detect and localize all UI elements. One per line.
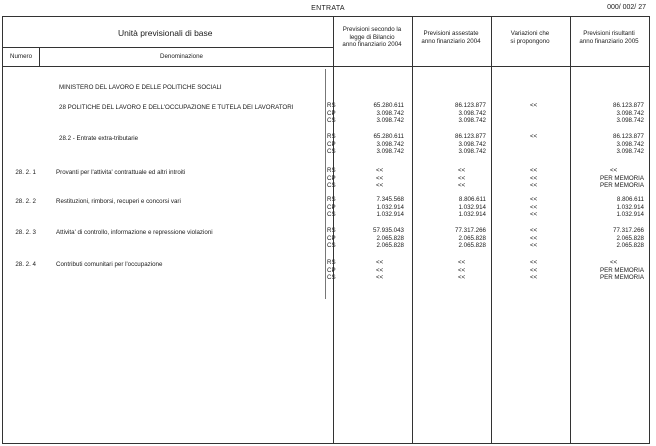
row-tipi-cell: CP	[327, 109, 336, 117]
row-bilancio	[342, 102, 404, 125]
row-assestate-cell: 2.065.828	[458, 234, 486, 242]
row-tipi-cell: CP	[327, 140, 336, 148]
row-denominazione: Provanti per l'attivita' contrattuale ed altri introiti	[56, 169, 186, 176]
row-variazioni-cell: <<	[530, 167, 538, 174]
col-divider-2	[412, 17, 413, 443]
row-assestate-cell: <<	[458, 182, 466, 190]
numero-heading: Numero	[10, 53, 33, 60]
row-assestate-cell: <<	[458, 274, 466, 282]
row-assestate-cell: 1.032.914	[458, 203, 486, 211]
row-assestate-cell: 3.098.742	[458, 140, 486, 148]
row-denominazione: Contributi comunitari per l'occupazione	[56, 261, 163, 268]
row-risultanti-cell: PER MEMORIA	[599, 182, 644, 190]
row-denominazione: 28 POLITICHE DEL LAVORO E DELL'OCCUPAZIONE E TUTELA DEI LAVORATORI	[59, 104, 294, 111]
row-tipi-cell: RS	[327, 227, 336, 234]
row-variazioni-cell: <<	[530, 266, 538, 274]
row-risultanti	[566, 227, 644, 250]
row-variazioni-cell: <<	[530, 227, 538, 234]
row-assestate-cell: <<	[458, 167, 466, 174]
row-numero: 28. 2. 1	[15, 169, 36, 176]
row-bilancio	[342, 167, 404, 190]
row-bilancio-cell: <<	[376, 167, 384, 174]
unita-heading: Unità previsionali di base	[118, 28, 213, 38]
row-bilancio	[342, 196, 404, 219]
row-bilancio-cell: 65.280.611	[373, 102, 404, 109]
row-variazioni	[530, 133, 550, 156]
row-assestate-cell: 2.065.828	[458, 242, 486, 250]
row-denominazione: Attivita' di controllo, informazione e repressione violazioni	[56, 229, 213, 236]
row-tipi-cell: CS	[327, 242, 336, 250]
row-risultanti-cell: 3.098.742	[616, 148, 644, 156]
row-assestate	[424, 259, 486, 282]
row-assestate-cell: 3.098.742	[458, 148, 486, 156]
row-assestate-cell: 8.806.611	[458, 196, 486, 203]
row-bilancio-cell: <<	[376, 259, 384, 266]
row-assestate	[424, 196, 486, 219]
row-assestate-cell: 77.317.266	[455, 227, 486, 234]
row-variazioni-cell	[530, 117, 550, 125]
row-tipi	[327, 133, 336, 156]
row-variazioni	[530, 227, 550, 250]
row-bilancio-cell: 3.098.742	[376, 109, 404, 117]
row-denominazione: 28.2 - Entrate extra-tributarie	[59, 135, 139, 142]
row-assestate	[424, 102, 486, 125]
row-assestate-cell: <<	[458, 266, 466, 274]
row-tipi-cell: CP	[327, 266, 336, 274]
ministero-label: MINISTERO DEL LAVORO E DELLE POLITICHE SOCIALI	[59, 84, 222, 91]
row-variazioni-cell: <<	[530, 133, 538, 140]
row-tipi-cell: RS	[327, 133, 336, 140]
row-tipi-cell: CS	[327, 117, 336, 125]
row-tipi-cell: CS	[327, 148, 336, 156]
row-assestate-cell: <<	[458, 259, 466, 266]
row-variazioni-cell: <<	[530, 259, 538, 266]
row-risultanti-cell: 77.317.266	[613, 227, 644, 234]
variazioni-heading: Variazioni che si propongono	[510, 30, 550, 45]
row-risultanti-cell: 86.123.877	[613, 102, 644, 109]
row-tipi	[327, 167, 336, 190]
row-risultanti-cell: 2.065.828	[616, 234, 644, 242]
row-risultanti-cell: PER MEMORIA	[599, 266, 644, 274]
row-risultanti-cell: <<	[610, 167, 618, 174]
row-risultanti-cell: PER MEMORIA	[599, 174, 644, 182]
row-assestate-cell: 86.123.877	[455, 133, 486, 140]
row-bilancio	[342, 133, 404, 156]
row-variazioni	[530, 196, 550, 219]
row-numero: 28. 2. 2	[15, 198, 36, 205]
row-risultanti-cell: <<	[610, 259, 618, 266]
type-divider	[325, 69, 326, 299]
row-bilancio-cell: <<	[376, 174, 384, 182]
row-risultanti-cell: PER MEMORIA	[599, 274, 644, 282]
row-bilancio-cell: 3.098.742	[376, 117, 404, 125]
row-tipi-cell: CP	[327, 174, 336, 182]
row-assestate-cell: <<	[458, 174, 466, 182]
row-variazioni-cell	[530, 148, 550, 156]
header-bottom-line	[3, 66, 649, 67]
row-bilancio-cell: 65.280.611	[373, 133, 404, 140]
row-bilancio-cell: 2.065.828	[376, 234, 404, 242]
row-numero: 28. 2. 4	[15, 261, 36, 268]
row-variazioni-cell: <<	[530, 234, 538, 242]
page-title: ENTRATA	[311, 5, 345, 12]
row-variazioni-cell: <<	[530, 174, 538, 182]
row-tipi-cell: RS	[327, 167, 336, 174]
row-risultanti-cell: 2.065.828	[616, 242, 644, 250]
row-variazioni-cell: <<	[530, 196, 538, 203]
row-numero: 28. 2. 3	[15, 229, 36, 236]
row-risultanti-cell: 1.032.914	[616, 211, 644, 219]
row-bilancio-cell: 1.032.914	[376, 203, 404, 211]
row-risultanti-cell: 1.032.914	[616, 203, 644, 211]
page-code: 000/ 002/ 27	[607, 4, 646, 11]
row-risultanti	[566, 196, 644, 219]
row-tipi	[327, 102, 336, 125]
row-variazioni-cell: <<	[530, 102, 538, 109]
row-tipi-cell: RS	[327, 259, 336, 266]
row-bilancio-cell: 2.065.828	[376, 242, 404, 250]
row-tipi	[327, 196, 336, 219]
row-variazioni-cell: <<	[530, 242, 538, 250]
row-bilancio-cell: 57.935.043	[373, 227, 404, 234]
row-variazioni-cell: <<	[530, 274, 538, 282]
row-variazioni	[530, 259, 550, 282]
row-bilancio-cell: 3.098.742	[376, 140, 404, 148]
row-bilancio	[342, 227, 404, 250]
row-variazioni-cell	[530, 110, 550, 118]
row-bilancio	[342, 259, 404, 282]
prev-bilancio-heading: Previsioni secondo la legge di Bilancio anno finanziario 2004	[342, 26, 402, 48]
row-risultanti-cell: 86.123.877	[613, 133, 644, 140]
row-assestate-cell: 3.098.742	[458, 109, 486, 117]
row-risultanti-cell: 3.098.742	[616, 140, 644, 148]
row-bilancio-cell: 3.098.742	[376, 148, 404, 156]
row-tipi-cell: CS	[327, 274, 336, 282]
col-divider-3	[491, 17, 492, 443]
row-bilancio-cell: <<	[376, 266, 384, 274]
row-variazioni	[530, 167, 550, 190]
header-divider	[3, 47, 333, 48]
row-assestate	[424, 133, 486, 156]
row-assestate-cell: 1.032.914	[458, 211, 486, 219]
row-tipi	[327, 227, 336, 250]
row-assestate	[424, 167, 486, 190]
row-risultanti-cell: 3.098.742	[616, 109, 644, 117]
row-bilancio-cell: 1.032.914	[376, 211, 404, 219]
row-tipi-cell: CP	[327, 203, 336, 211]
row-risultanti	[566, 133, 644, 156]
numero-divider	[39, 47, 40, 66]
row-risultanti-cell: 3.098.742	[616, 117, 644, 125]
row-tipi-cell: CS	[327, 182, 336, 190]
row-tipi-cell: CP	[327, 234, 336, 242]
prev-risultanti-heading: Previsioni risultanti anno finanziario 2005	[579, 30, 639, 45]
row-variazioni-cell: <<	[530, 182, 538, 190]
row-assestate-cell: 86.123.877	[455, 102, 486, 109]
denominazione-heading: Denominazione	[160, 53, 203, 60]
row-assestate	[424, 227, 486, 250]
row-risultanti	[566, 167, 644, 190]
row-tipi-cell: RS	[327, 102, 336, 109]
row-tipi-cell: CS	[327, 211, 336, 219]
row-assestate-cell: 3.098.742	[458, 117, 486, 125]
row-risultanti	[566, 259, 644, 282]
row-variazioni-cell: <<	[530, 211, 538, 219]
row-denominazione: Restituzioni, rimborsi, recuperi e concorsi vari	[56, 198, 181, 205]
row-bilancio-cell: <<	[376, 274, 384, 282]
row-variazioni	[530, 102, 550, 125]
row-bilancio-cell: 7.345.568	[376, 196, 404, 203]
row-variazioni-cell	[530, 141, 550, 149]
row-bilancio-cell: <<	[376, 182, 384, 190]
prev-assestate-heading: Previsioni assestate anno finanziario 2004	[421, 30, 481, 45]
row-tipi	[327, 259, 336, 282]
row-tipi-cell: RS	[327, 196, 336, 203]
row-risultanti-cell: 8.806.611	[616, 196, 644, 203]
row-risultanti	[566, 102, 644, 125]
row-variazioni-cell: <<	[530, 203, 538, 211]
